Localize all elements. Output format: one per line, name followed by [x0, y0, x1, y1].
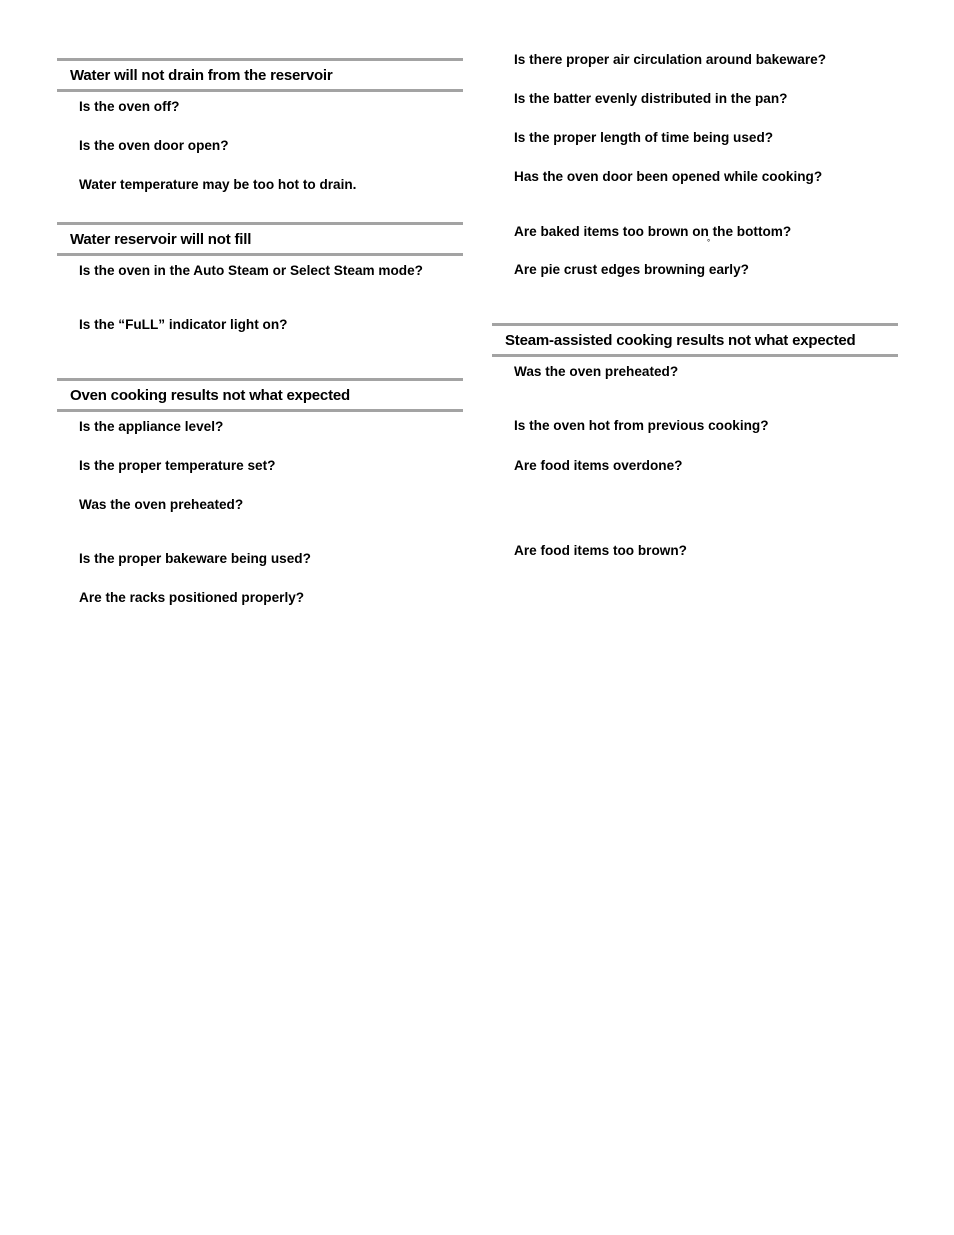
question-item: Is the “FuLL” indicator light on?: [79, 317, 288, 332]
section-header-fill: [57, 222, 463, 256]
question-item: Was the oven preheated?: [514, 364, 679, 379]
section-header-steam-results: [492, 323, 898, 357]
section-title: Water reservoir will not fill: [70, 231, 252, 248]
section-header-oven-results: [57, 378, 463, 412]
question-item: Is there proper air circulation around bakeware?: [514, 52, 826, 67]
question-item: Is the proper bakeware being used?: [79, 551, 311, 566]
question-item: Are food items too brown?: [514, 543, 687, 558]
question-item: Are pie crust edges browning early?: [514, 262, 749, 277]
section-header-drain: [57, 58, 463, 92]
question-item: Is the oven off?: [79, 99, 180, 114]
section-title: Oven cooking results not what expected: [70, 387, 350, 404]
question-item: Are food items overdone?: [514, 458, 683, 473]
question-item: Has the oven door been opened while cooking?: [514, 169, 823, 184]
question-item: Is the batter evenly distributed in the pan?: [514, 91, 788, 106]
question-item: Water temperature may be too hot to drain.: [79, 177, 357, 192]
question-item: Was the oven preheated?: [79, 497, 244, 512]
question-item: Is the oven in the Auto Steam or Select Steam mode?: [79, 263, 423, 278]
question-item: Is the proper temperature set?: [79, 458, 276, 473]
question-item: Are the racks positioned properly?: [79, 590, 305, 605]
section-title: Water will not drain from the reservoir: [70, 67, 333, 84]
question-item: Is the proper length of time being used?: [514, 130, 774, 145]
degree-mark: °: [707, 238, 711, 247]
question-item: Is the oven door open?: [79, 138, 229, 153]
question-item: Is the appliance level?: [79, 419, 224, 434]
question-item: Are baked items too brown on the bottom?: [514, 224, 792, 239]
section-title: Steam-assisted cooking results not what expected: [505, 332, 856, 349]
question-item: Is the oven hot from previous cooking?: [514, 418, 769, 433]
